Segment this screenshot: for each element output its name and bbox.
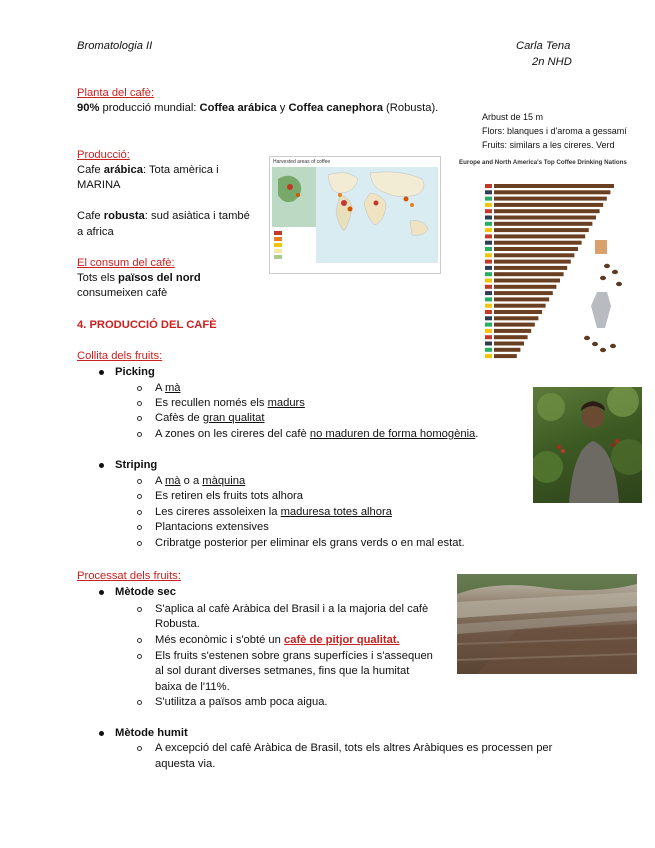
- bar-mark: [494, 354, 517, 358]
- flag-mark: [485, 234, 492, 238]
- flag-mark: [485, 272, 492, 276]
- sec-item-4: S'utilitza a països amb poca aigua.: [155, 696, 328, 708]
- planta-heading: Planta del cafè:: [77, 87, 155, 99]
- circle-bullet: [137, 401, 142, 406]
- bar-mark: [494, 335, 528, 339]
- striping-item-5: Cribratge posterior per eliminar els grans verds o en mal estat.: [155, 537, 465, 549]
- picking-item-2: Es recullen només els madurs: [155, 397, 305, 409]
- bar-mark: [494, 197, 607, 201]
- plant-info-line2: Flors: blanques i d'aroma a gessamí: [482, 126, 627, 136]
- flag-mark: [485, 285, 492, 289]
- flag-mark: [485, 253, 492, 257]
- flag-mark: [485, 203, 492, 207]
- circle-bullet: [137, 510, 142, 515]
- striping-bullet: [99, 463, 104, 468]
- flag-mark: [485, 335, 492, 339]
- bean-icon: [584, 336, 590, 340]
- striping-item-4: Plantacions extensives: [155, 521, 269, 533]
- header-subject: Bromatologia II: [77, 40, 153, 52]
- striping-item-2: Es retiren els fruits tots alhora: [155, 490, 303, 502]
- circle-bullet: [137, 416, 142, 421]
- humit-item-1b: aquesta via.: [155, 758, 216, 770]
- sec-item-3c: baixa de l'11%.: [155, 681, 230, 693]
- circle-bullet: [137, 432, 142, 437]
- produccio-line3: Cafe robusta: sud asiàtica i també: [77, 210, 250, 222]
- bar-mark: [494, 209, 600, 213]
- striping-item-3: Les cireres assoleixen la maduresa totes alhora: [155, 506, 392, 518]
- circle-bullet: [137, 654, 142, 659]
- bar-mark: [494, 216, 596, 220]
- bar-mark: [494, 285, 556, 289]
- bar-mark: [494, 329, 531, 333]
- bar-mark: [494, 348, 520, 352]
- plant-info-line3: Fruits: similars a les cireres. Verd: [482, 140, 615, 150]
- bar-mark: [494, 316, 538, 320]
- flag-mark: [485, 190, 492, 194]
- flag-mark: [485, 291, 492, 295]
- sec-item-1a: S'aplica al cafè Aràbica del Brasil i a la majoria del cafè: [155, 603, 429, 615]
- sec-item-2: Més econòmic i s'obté un cafè de pitjor qualitat.: [155, 634, 400, 646]
- flag-mark: [485, 310, 492, 314]
- infographic-bars: [457, 162, 631, 362]
- circle-bullet: [137, 700, 142, 705]
- picking-item-4: A zones on les cireres del cafè no maduren de forma homogènia.: [155, 428, 479, 440]
- bar-mark: [494, 323, 535, 327]
- bar-mark: [494, 304, 546, 308]
- bar-mark: [494, 272, 564, 276]
- map-title: Harvested areas of coffee: [273, 159, 331, 165]
- flag-mark: [485, 241, 492, 245]
- flag-mark: [485, 197, 492, 201]
- flag-mark: [485, 216, 492, 220]
- circle-bullet: [137, 607, 142, 612]
- processat-heading: Processat dels fruits:: [77, 570, 181, 582]
- bean-icon: [592, 342, 598, 346]
- picking-item-1: A mà: [155, 382, 181, 394]
- bean-icon: [616, 282, 622, 286]
- bar-mark: [494, 247, 578, 251]
- section-title: 4. PRODUCCIÓ DEL CAFÈ: [77, 319, 217, 331]
- bar-mark: [494, 241, 582, 245]
- humit-title: Mètode humit: [115, 727, 188, 739]
- map-graphic: [270, 165, 440, 273]
- flag-mark: [485, 184, 492, 188]
- produccio-line2: MARINA: [77, 179, 121, 191]
- produccio-line1: Cafe arábica: Tota amèrica i: [77, 164, 219, 176]
- flag-mark: [485, 209, 492, 213]
- picking-bullet: [99, 370, 104, 375]
- bean-icon: [600, 348, 606, 352]
- humit-item-1a: A excepció del cafè Aràbica de Brasil, tots els altres Aràbiques es processen per: [155, 742, 553, 754]
- bean-icon: [604, 264, 610, 268]
- bar-mark: [494, 279, 560, 283]
- bar-mark: [494, 184, 614, 188]
- plant-info-box: [476, 110, 628, 160]
- flag-mark: [485, 222, 492, 226]
- flag-mark: [485, 342, 492, 346]
- picking-item-3: Cafès de gran qualitat: [155, 412, 265, 424]
- flag-mark: [485, 228, 492, 232]
- flag-mark: [485, 297, 492, 301]
- circle-bullet: [137, 386, 142, 391]
- bar-mark: [494, 260, 571, 264]
- cup-icon: [595, 240, 607, 254]
- infographic-title: Europe and North America's Top Coffee Drinking Nations: [459, 159, 627, 166]
- coffee-picker-photo: [533, 387, 642, 503]
- striping-title: Striping: [115, 459, 158, 471]
- flag-mark: [485, 316, 492, 320]
- flag-mark: [485, 279, 492, 283]
- bar-mark: [494, 266, 567, 270]
- bar-mark: [494, 310, 542, 314]
- flag-mark: [485, 329, 492, 333]
- bar-mark: [494, 228, 589, 232]
- circle-bullet: [137, 479, 142, 484]
- circle-bullet: [137, 525, 142, 530]
- bar-mark: [494, 291, 553, 295]
- flag-mark: [485, 323, 492, 327]
- flag-mark: [485, 354, 492, 358]
- bar-mark: [494, 190, 610, 194]
- coffee-drying-photo: [457, 574, 637, 674]
- bar-mark: [494, 222, 592, 226]
- circle-bullet: [137, 746, 142, 751]
- bean-icon: [600, 276, 606, 280]
- sec-item-3b: al sol durant diverses setmanes, fins que la humitat: [155, 665, 410, 677]
- picking-title: Picking: [115, 366, 155, 378]
- sec-item-1b: Robusta.: [155, 618, 200, 630]
- flag-mark: [485, 247, 492, 251]
- header-group: 2n NHD: [532, 56, 572, 68]
- flag-mark: [485, 266, 492, 270]
- circle-bullet: [137, 541, 142, 546]
- humit-bullet: [99, 731, 104, 736]
- planta-text: 90% producció mundial: Coffea arábica y Coffea canephora (Robusta).: [77, 102, 439, 114]
- coffee-nations-infographic: [457, 156, 631, 362]
- consum-heading: El consum del cafè:: [77, 257, 175, 269]
- sec-item-3a: Els fruits s'estenen sobre grans superfícies i s'assequen: [155, 650, 433, 662]
- coffee-harvest-map: [269, 156, 441, 274]
- header-author: Carla Tena: [516, 40, 571, 52]
- consum-line1: Tots els països del nord: [77, 272, 201, 284]
- bar-mark: [494, 203, 603, 207]
- sec-title: Mètode sec: [115, 586, 176, 598]
- collita-heading: Collita dels fruits:: [77, 350, 163, 362]
- circle-bullet: [137, 638, 142, 643]
- bar-mark: [494, 342, 524, 346]
- bar-mark: [494, 253, 574, 257]
- bean-icon: [610, 344, 616, 348]
- plant-info-line1: Arbust de 15 m: [482, 112, 544, 122]
- striping-item-1: A mà o a màquina: [155, 475, 246, 487]
- consum-line2: consumeixen cafè: [77, 287, 168, 299]
- produccio-heading: Producció:: [77, 149, 130, 161]
- produccio-line4: a africa: [77, 226, 114, 238]
- circle-bullet: [137, 494, 142, 499]
- flag-mark: [485, 260, 492, 264]
- bar-mark: [494, 234, 585, 238]
- moka-pot-icon: [591, 292, 611, 328]
- flag-mark: [485, 304, 492, 308]
- flag-mark: [485, 348, 492, 352]
- bean-icon: [612, 270, 618, 274]
- sec-bullet: [99, 590, 104, 595]
- bar-mark: [494, 297, 549, 301]
